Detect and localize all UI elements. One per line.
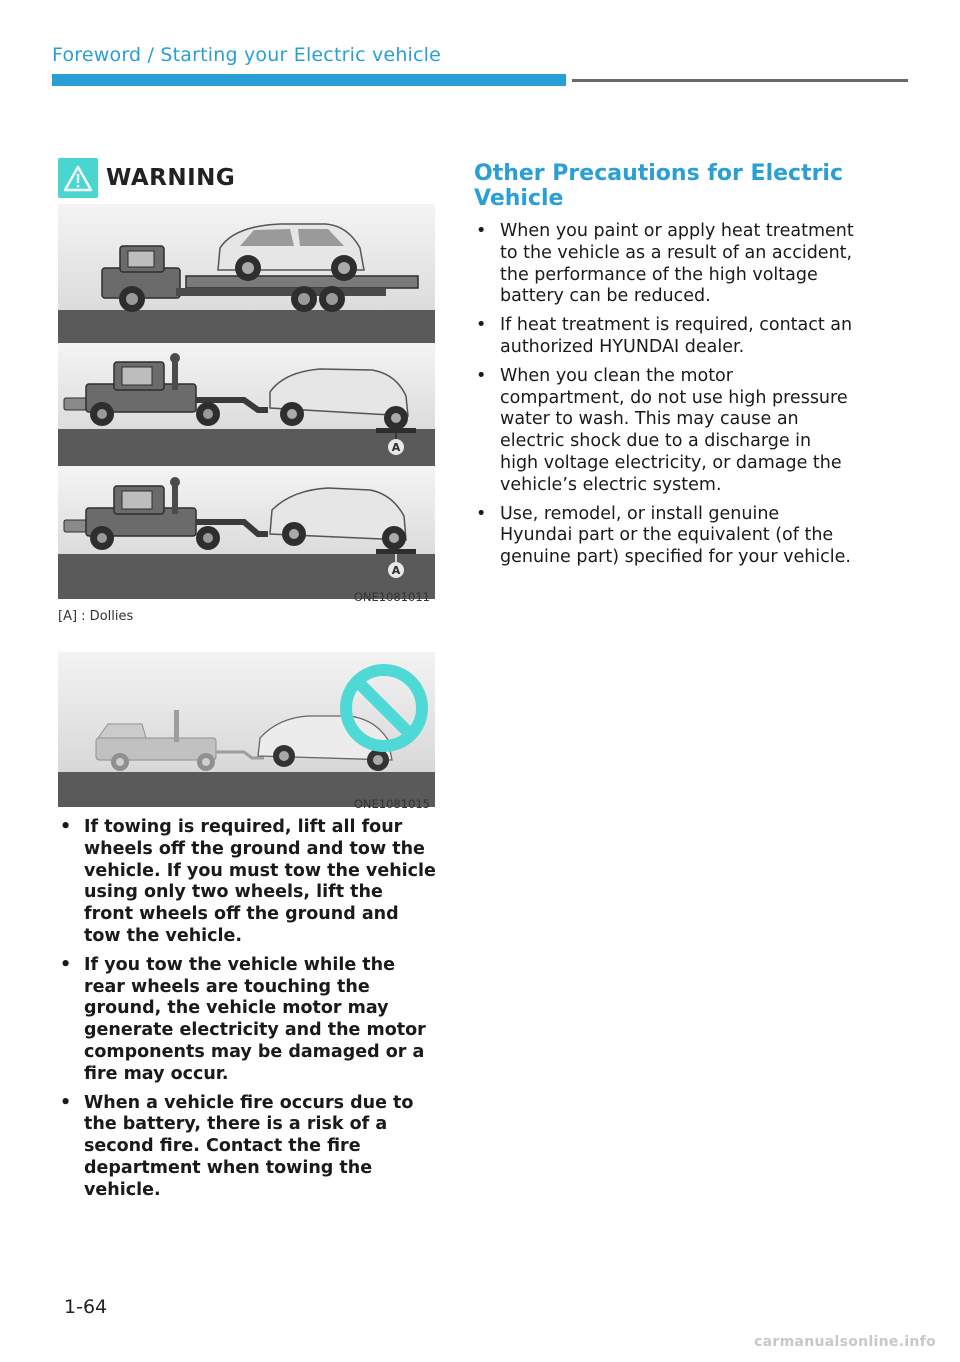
dolly-label-a: A [391,441,401,454]
list-item: • When you clean the motor compartment, do not use high pressure water to wash. This may cause an electric shock due to a discharge in high voltage electricity, or damage the vehicle’s electric system. [474,366,854,497]
list-item: • If heat treatment is required, contact an authorized HYUNDAI dealer. [474,315,854,359]
towing-warning-list [58,817,438,1209]
warning-label: WARNING [106,165,236,191]
warning-triangle-icon [58,158,98,198]
header-rule [572,79,908,82]
header-bar [52,74,566,86]
figure-code: ONE1081015 [353,797,430,811]
page-number: 1-64 [64,1296,108,1318]
list-item: • When you paint or apply heat treatment to the vehicle as a result of an accident, the performance of the high voltage battery can be reduced. [474,221,854,308]
watermark: carmanualsonline.info [754,1334,936,1350]
list-item: • Use, remodel, or install genuine Hyundai part or the equivalent (of the genuine part) specified for your vehicle. [474,504,854,569]
section-heading: Other Precautions for Electric Vehicle [474,161,844,211]
towing-methods-illustration [58,204,435,599]
prohibited-towing-illustration [58,652,435,807]
figure-code: ONE1081011 [353,590,430,604]
header-title: Foreword / Starting your Electric vehicle [52,44,442,66]
precautions-list [474,221,854,576]
figure-caption: [A] : Dollies [58,609,134,624]
dolly-label-a: A [391,564,401,577]
list-item: • If towing is required, lift all four wheels off the ground and tow the vehicle. If you must tow the vehicle using only two wheels, lift the front wheels off the ground and tow the vehicle. [58,817,438,948]
warning-heading [58,158,235,198]
list-item: • If you tow the vehicle while the rear wheels are touching the ground, the vehicle motor may generate electricity and the motor components may be damaged or a fire may occur. [58,955,438,1086]
list-item: • When a vehicle fire occurs due to the battery, there is a risk of a second fire. Contact the fire department when towing the vehicle. [58,1093,438,1202]
